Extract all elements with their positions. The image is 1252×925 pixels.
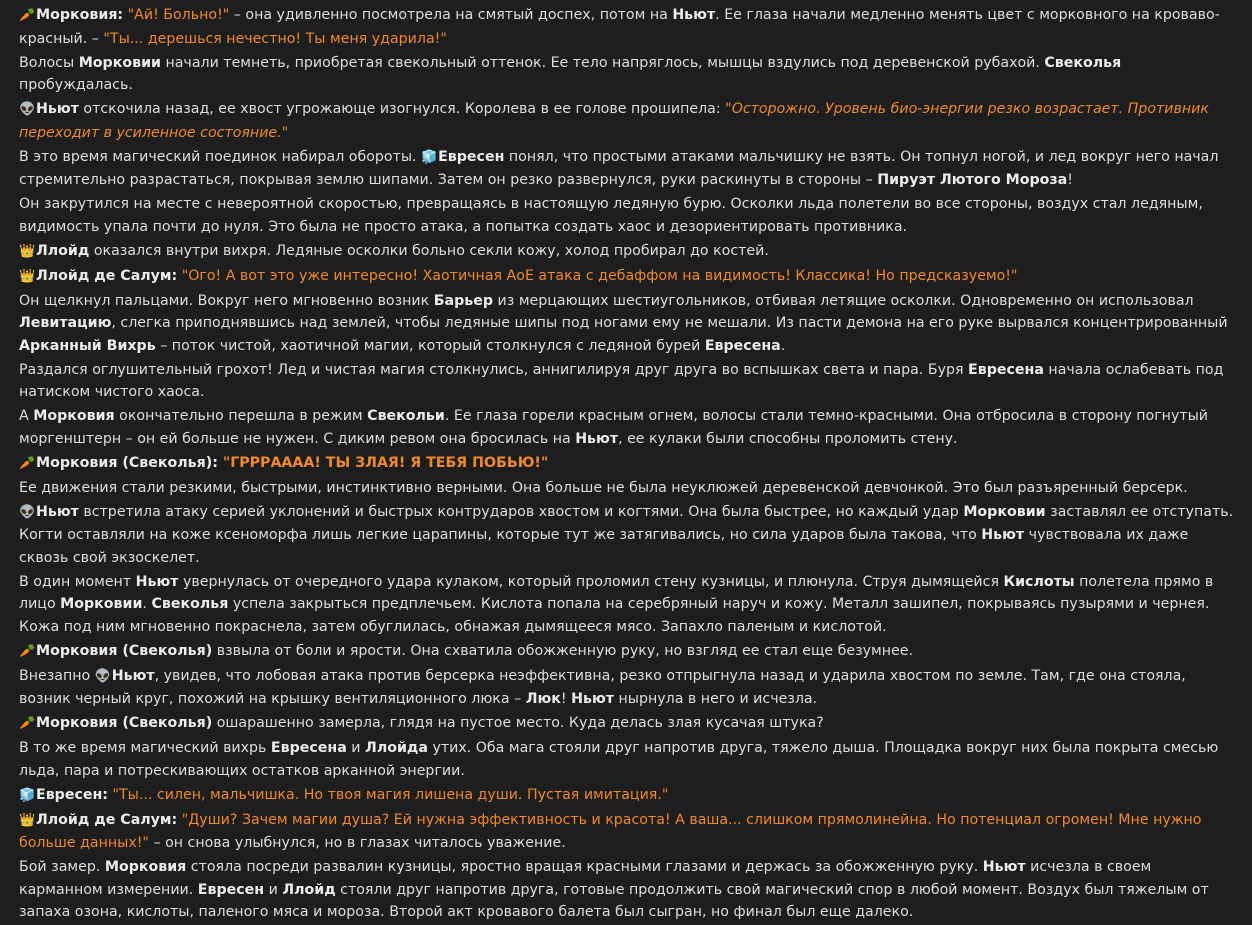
narration-text: – она удивленно посмотрела на смятый доспех, потом на [229, 7, 673, 23]
ice-cube-icon: 🧊 [19, 787, 36, 803]
character-name: Морковия (Свеколья) [36, 642, 213, 659]
narration-text: , ее кулаки были способны проломить стену. [618, 430, 958, 447]
narration-text: отскочила назад, ее хвост угрожающе изогнулся. Королева в ее голове прошипела: [78, 101, 726, 117]
narration-text: из мерцающих шестиугольников, отбивая летящие осколки. Одновременно он использовал [493, 292, 1194, 309]
narration-text: взвыла от боли и ярости. Она схватила обожженную руку, но взгляд ее стал еще безумнее. [212, 642, 913, 659]
narration-text: ошарашенно замерла, глядя на пустое место. Куда делась злая кусачая штука? [212, 715, 824, 731]
narration-text: , слегка приподнявшись над землей, чтобы ледяные шипы под ногами ему не мешали. Из пасти демона на его руке вырвался концентрированный [111, 315, 1228, 331]
story-paragraph [19, 290, 1234, 358]
character-name: Арканный Вихрь [19, 337, 156, 354]
story-paragraph [19, 193, 1234, 238]
character-name: Морковия [104, 859, 187, 875]
crown-icon: 👑 [19, 268, 36, 284]
character-name: Морковия (Свеколья) [36, 715, 213, 731]
narration-text: чувствовала их даже сквозь свой экзоскелет. [19, 527, 1189, 566]
character-name: Пируэт Лютого Мороза [877, 172, 1068, 188]
alien-icon: 👽 [94, 668, 111, 684]
character-name: Ньют [672, 7, 716, 23]
alien-icon: 👽 [19, 504, 36, 520]
story-paragraph [19, 477, 1234, 500]
character-name: Ньют [571, 691, 614, 707]
narration-text: нырнула в него и исчезла. [613, 691, 818, 707]
story-paragraph [19, 712, 1234, 736]
narration-text: окончательно перешла в режим [114, 408, 368, 424]
narration-text: . [142, 596, 152, 612]
character-name: Ллойд де Салум: [36, 267, 178, 284]
narration-text: Ее движения стали резкими, быстрыми, инстинктивно верными. Она больше не была неуклюжей деревенской девчонкой. Это был разъяренный берсерк. [19, 479, 1188, 496]
character-name: Ньют [575, 430, 619, 447]
narration-text: начала ослабевать под натиском чистого хаоса. [19, 361, 1224, 400]
narration-text: . Ее глаза начали медленно менять цвет с морковного на кроваво-красный. – [19, 7, 1220, 47]
narration-text: понял, что простыми атаками мальчишку не взять. Он топнул ногой, и лед вокруг него начал стремительно разрастаться, покрывая землю шипами. Затем он резко развернулся, руки раскинуты в стороны – [19, 148, 1219, 188]
character-name: Морковия: [36, 7, 124, 23]
narration-text: заставлял ее отступать. Когти оставляли на коже ксеноморфа лишь легкие царапины, которые тут же затягивались, но сила ударов была такова, что [19, 503, 1234, 543]
dialogue-quote: "Осторожно. Уровень био-энергии резко возрастает. Противник переходит в усиленное состояние." [19, 101, 1209, 141]
narration-text: исчезла в своем карманном измерении. [19, 859, 1152, 898]
character-name: Барьер [433, 292, 494, 309]
narration-text: Раздался оглушительный грохот! Лед и чистая магия столкнулись, аннигилируя друг друга во вспышках света и пара. Буря [19, 361, 969, 378]
character-name: Свекольи [367, 408, 445, 424]
narration-text: . Ее глаза горели красным огнем, волосы стали темно-красными. Она отбросила в сторону погнутый моргенштерн – он ей больше не нужен. С диким ревом она бросилась на [19, 408, 1209, 447]
story-paragraph [19, 146, 1234, 192]
character-name: Кислоты [1003, 573, 1075, 590]
character-name: Морковии [963, 503, 1046, 520]
character-name: Ньют [36, 503, 79, 520]
narration-text: успела закрыться предплечьем. Кислота попала на серебряный наруч и кожу. Металл зашипел, покрываясь пузырями и чернея. Кожа под ним мгновенно покраснела, затем обуглилась, обнажая дымящееся мясо. Запахло паленым и кислотой. [19, 596, 1210, 635]
narration-text: А [19, 408, 34, 424]
narration-text: ! [560, 691, 572, 707]
narration-text: В это время магический поединок набирал обороты. [19, 148, 422, 165]
character-name: Ллойд де Салум: [36, 811, 178, 828]
narration-text: ! [1067, 172, 1073, 188]
story-paragraph [19, 240, 1234, 264]
narration-text: и [264, 881, 283, 898]
character-name: Евресен [197, 881, 265, 898]
story-paragraph [19, 665, 1234, 711]
story-paragraph [19, 452, 1234, 476]
character-name: Ньют [982, 859, 1026, 875]
story-text [19, 4, 1234, 925]
dialogue-quote: "Души? Зачем магии душа? Ей нужна эффективность и красота! А ваша... слишком прямолинейна. Но потенциал огромен! Мне нужно больше данных!" [19, 811, 1202, 851]
narration-text: В то же время магический вихрь [19, 740, 271, 756]
story-paragraph [19, 52, 1234, 97]
carrot-icon: 🥕 [19, 643, 36, 659]
narration-text: стояла посреди развалин кузницы, яростно вращая красными глазами и держась за обожженную руку. [186, 859, 983, 875]
character-name: Ллойд [36, 242, 90, 259]
narration-text: – поток чистой, хаотичной магии, который столкнулся с ледяной бурей [155, 337, 705, 354]
story-paragraph [19, 98, 1234, 144]
narration-text: встретила атаку серией уклонений и быстрых контрударов хвостом и когтями. Она была быстрее, но каждый удар [78, 503, 964, 520]
narration-text: Он щелкнул пальцами. Вокруг него мгновенно возник [19, 292, 434, 309]
dialogue-quote: "Ого! А вот это уже интересно! Хаотичная АоЕ атака с дебаффом на видимость! Классика! Но предсказуемо!" [177, 267, 1018, 284]
narration-text: Волосы [19, 54, 79, 71]
character-name: Морковия [33, 408, 115, 424]
narration-text: Внезапно [19, 667, 95, 684]
dialogue-quote: "Ай! Больно!" [123, 7, 230, 23]
narration-text: утих. Оба мага стояли друг напротив друга, тяжело дыша. Площадка вокруг них была покрыта смесью льда, пара и потрескивающих остатков арканной энергии. [19, 740, 1219, 779]
story-paragraph [19, 809, 1234, 855]
story-paragraph [19, 405, 1234, 450]
carrot-icon: 🥕 [19, 716, 36, 731]
narration-text: и [346, 740, 366, 756]
narration-text: стояли друг напротив друга, готовые продолжить свой магический спор в любой момент. Воздух был тяжелым от запаха озона, кислоты, паленого мяса и мороза. Второй акт кровавого балета был сыгран, но финал был еще далеко. [19, 881, 1209, 920]
character-name: Евресена [968, 361, 1044, 378]
narration-text: – он снова улыбнулся, но в глазах читалось уважение. [148, 835, 566, 851]
character-name: Морковии [78, 54, 161, 71]
character-name: Левитацию [19, 315, 112, 331]
narration-text: В один момент [19, 573, 136, 590]
character-name: Ллойд [282, 881, 336, 898]
narration-text: Он закрутился на месте с невероятной скоростью, превращаясь в настоящую ледяную бурю. Осколки льда полетели во все стороны, воздух стал ледяным, видимость упала почти до нуля. Это была не просто атака, а попытка создать хаос и дезориентировать противника. [19, 196, 1203, 235]
character-name: Ньют [981, 527, 1025, 543]
character-name: Евресен [438, 148, 505, 165]
character-name: Евресена [270, 740, 347, 756]
narration-text: начали темнеть, приобретая свекольный оттенок. Ее тело напряглось, мышцы вздулись под деревенской рубахой. [160, 54, 1045, 71]
narration-text: , увидев, что лобовая атака против берсерка неэффективна, резко отпрыгнула назад и ударила хвостом по земле. Там, где она стояла, возник черный круг, похожий на крышку вентиляционного люка – [19, 667, 1186, 707]
narration-text: увернулась от очередного удара кулаком, который проломил стену кузницы, и плюнула. Струя дымящейся [178, 573, 1004, 590]
character-name: Свеколья [1044, 54, 1122, 71]
narration-text: полетела прямо в лицо [19, 573, 1214, 612]
narration-text: пробуждалась. [19, 77, 133, 93]
narration-text: оказался внутри вихря. Ледяные осколки больно секли кожу, холод пробирал до костей. [89, 242, 769, 259]
character-name: Ллойда [365, 740, 428, 756]
character-name: Морковии [60, 596, 143, 612]
narration-text: . [780, 337, 786, 354]
character-name: Люк [525, 691, 561, 707]
carrot-icon: 🥕 [19, 8, 36, 23]
story-paragraph [19, 501, 1234, 570]
character-name: Свеколья [151, 596, 229, 612]
story-paragraph [19, 359, 1234, 404]
story-paragraph [19, 571, 1234, 639]
character-name: Евресен: [36, 786, 108, 803]
crown-icon: 👑 [19, 243, 36, 259]
story-paragraph [19, 4, 1234, 50]
ice-cube-icon: 🧊 [421, 149, 438, 165]
character-name: Ньют [135, 573, 179, 590]
alien-icon: 👽 [19, 102, 36, 117]
character-name: Евресена [704, 337, 781, 354]
character-name: Ньют [36, 101, 79, 117]
story-paragraph [19, 265, 1234, 289]
dialogue-quote: "ГРРРАААА! ТЫ ЗЛАЯ! Я ТЕБЯ ПОБЬЮ!" [217, 454, 549, 471]
dialogue-quote: "Ты... дерешься нечестно! Ты меня ударила!" [103, 30, 447, 47]
story-paragraph [19, 784, 1234, 808]
character-name: Ньют [111, 667, 155, 684]
carrot-icon: 🥕 [19, 455, 36, 471]
story-paragraph [19, 640, 1234, 664]
character-name: Морковия (Свеколья): [36, 454, 218, 471]
dialogue-quote: "Ты... силен, мальчишка. Но твоя магия лишена души. Пустая имитация." [107, 786, 669, 803]
narration-text: Бой замер. [19, 859, 105, 875]
story-paragraph [19, 737, 1234, 782]
crown-icon: 👑 [19, 812, 36, 828]
